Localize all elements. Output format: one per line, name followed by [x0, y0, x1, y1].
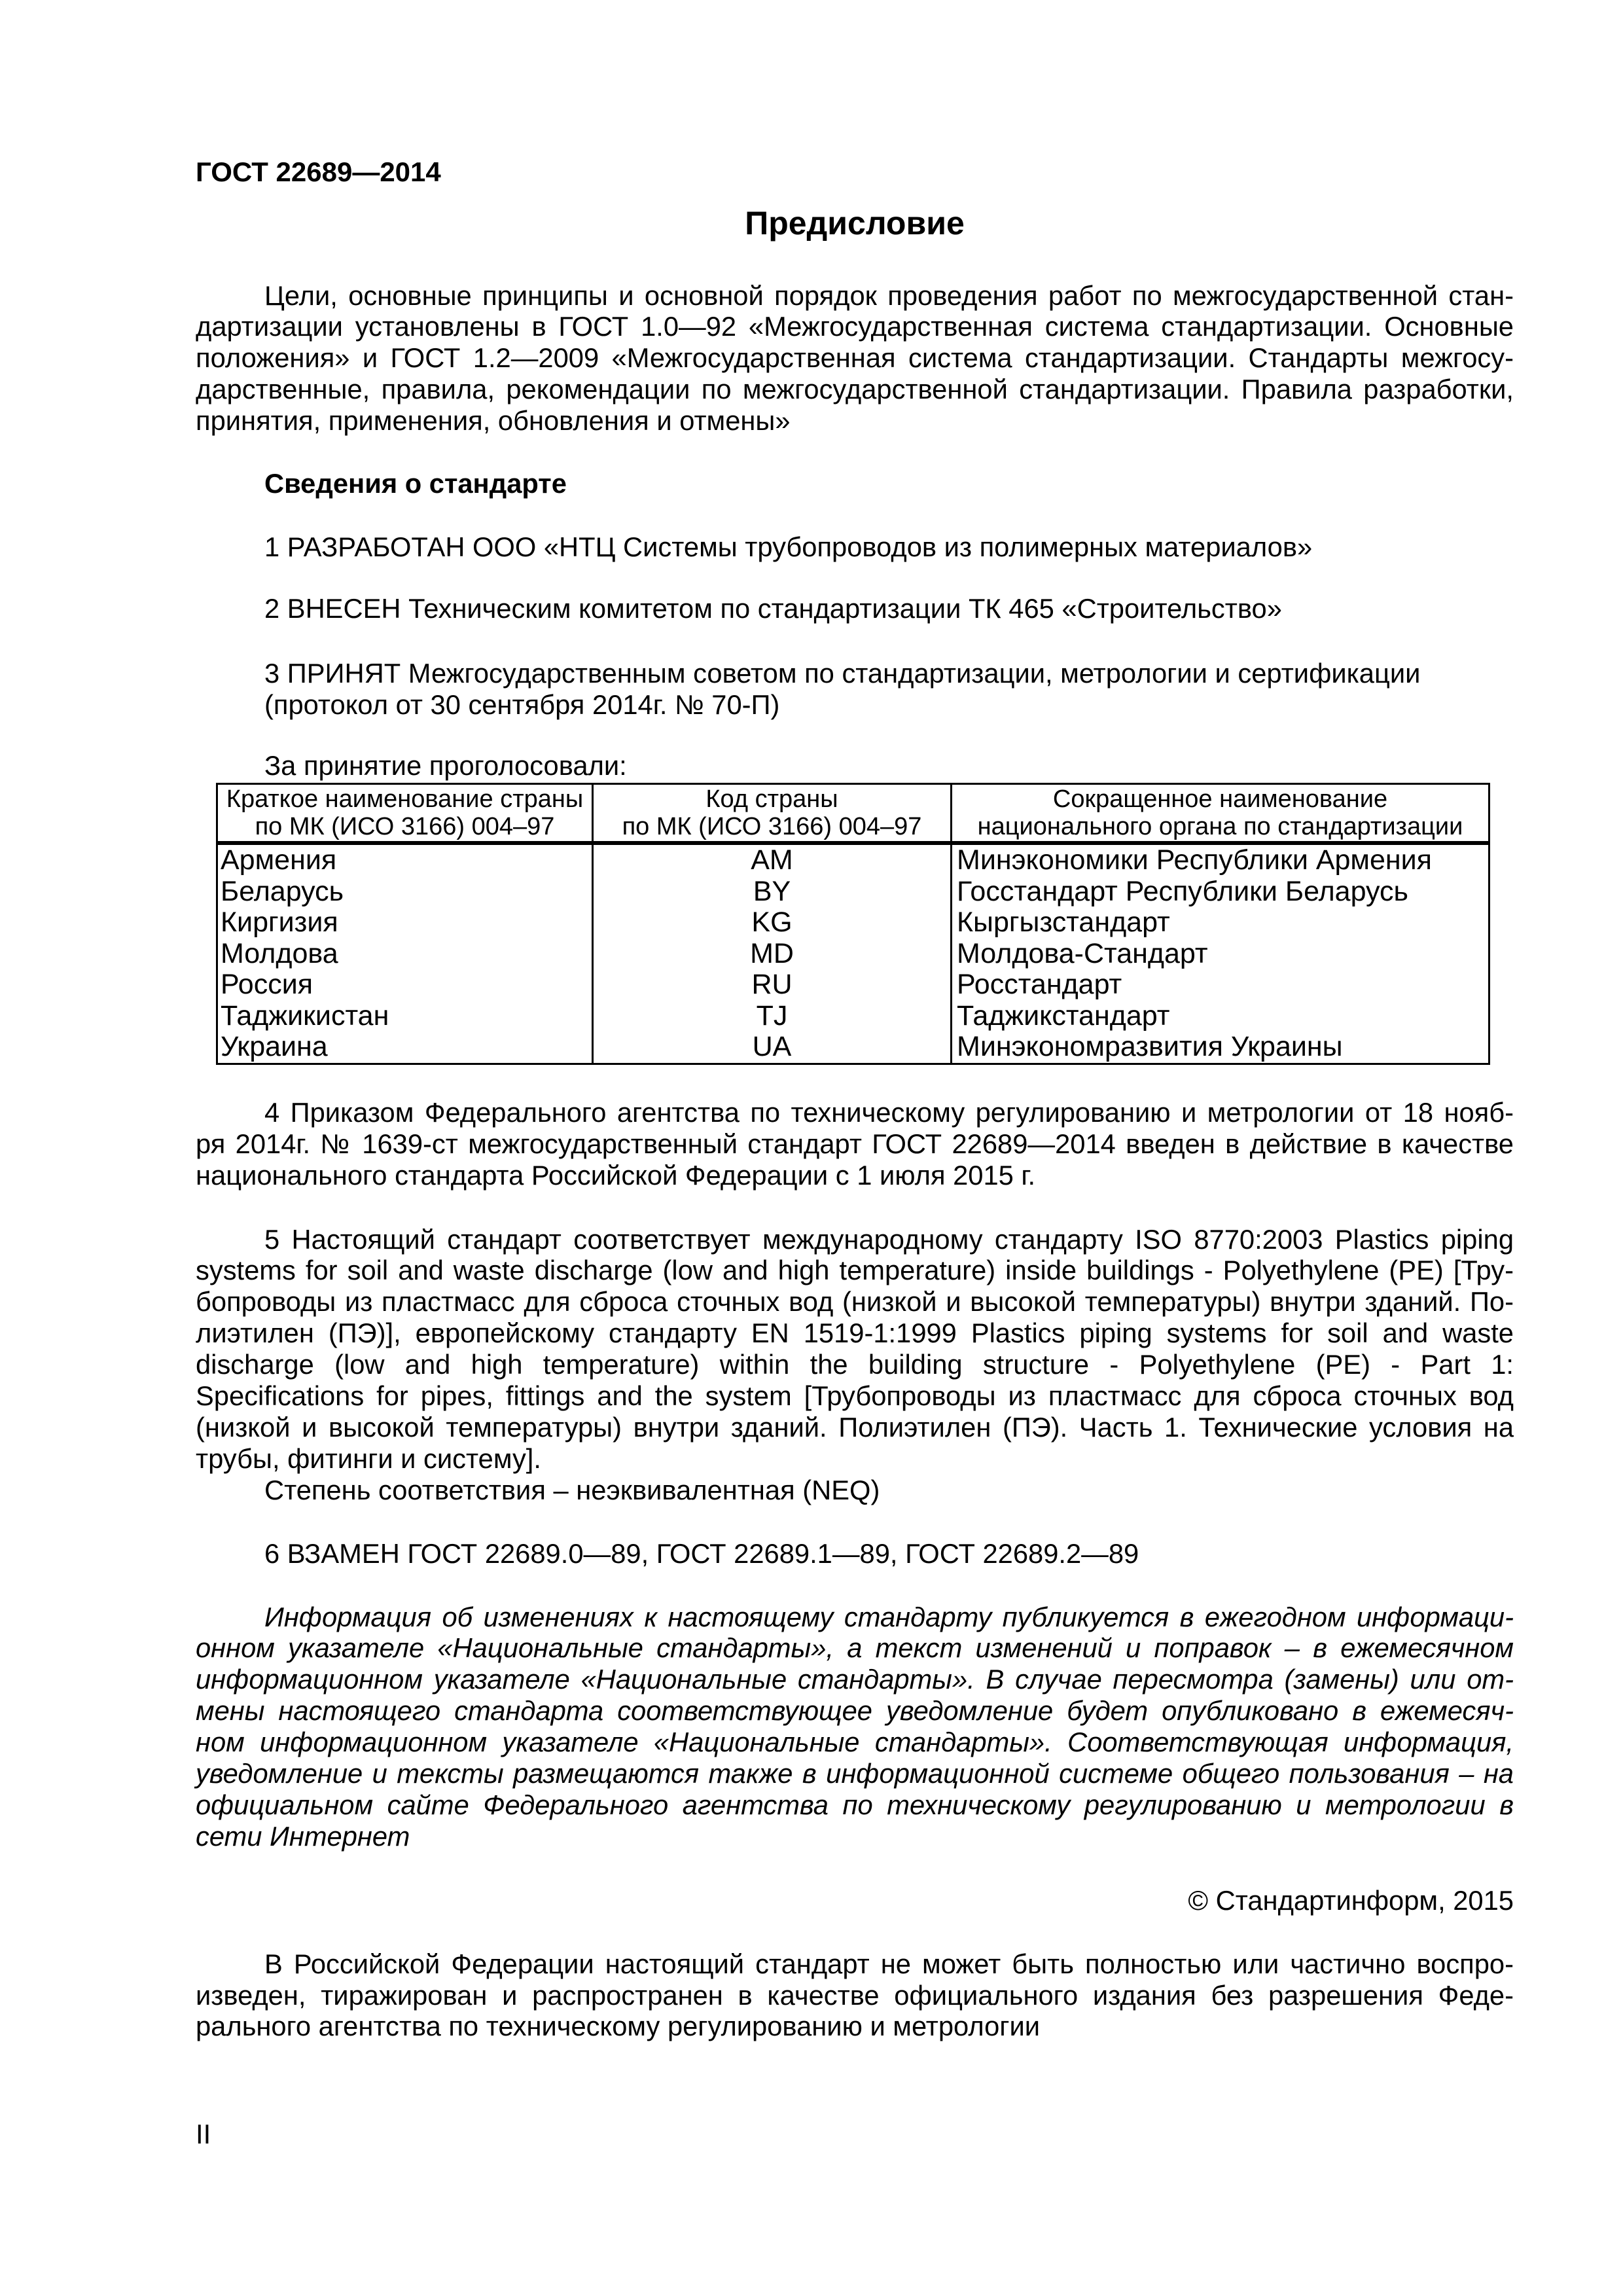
table-body [218, 845, 1488, 1063]
text-line: официальном сайте Федерального агентства по техническому регулированию и метрологии в [196, 1789, 1514, 1820]
item-enactment-order [196, 1097, 1514, 1191]
item-conformity [196, 1224, 1514, 1506]
text-line: 6 ВЗАМЕН ГОСТ 22689.0—89, ГОСТ 22689.1—89, ГОСТ 22689.2—89 [264, 1538, 1139, 1569]
item-developed [196, 531, 1514, 563]
authority-cell: Росстандарт [957, 969, 1122, 1000]
table-row [218, 876, 1488, 908]
authority-cell: Минэкономики Республики Армения [957, 845, 1432, 876]
column-header-line: по МК (ИСО 3166) 004–97 [255, 813, 555, 840]
text-line: Цели, основные принципы и основной порядок проведения работ по межгосударственной стан- [264, 279, 1514, 311]
table-row [218, 969, 1488, 1001]
text-line: онном указателе «Национальные стандарты», а текст изменений и поправок – в ежемесячном [196, 1632, 1514, 1664]
authority-cell: Молдова-Стандарт [957, 938, 1208, 969]
column-header-line: Краткое наименование страны [226, 785, 584, 813]
table-row [218, 845, 1488, 876]
page-title: Предисловие [745, 205, 965, 242]
text-line: 5 Настоящий стандарт соответствует международному стандарту ISO 8770:2003 Plastics piping [264, 1223, 1514, 1255]
column-header-line: национального органа по стандартизации [977, 813, 1463, 840]
country-code-cell: KG [594, 907, 952, 939]
text-line: лиэтилен (ПЭ)], европейскому стандарту EN 1519-1:1999 Plastics piping systems for soil and waste [196, 1318, 1514, 1349]
copyright-text: © Стандартинформ, 2015 [1188, 1885, 1514, 1916]
text-line: информационном указателе «Национальные стандарты». В случае пересмотра (замены) или от- [196, 1664, 1514, 1695]
text-line: принятия, применения, обновления и отмены» [196, 405, 791, 437]
country-cell: Россия [218, 969, 594, 1001]
text-line: (протокол от 30 сентября 2014г. № 70-П) [264, 689, 780, 720]
country-cell: Киргизия [218, 907, 594, 939]
country-cell: Украина [218, 1031, 594, 1063]
text-line: systems for soil and waste discharge (low and high temperature) inside buildings - Polyethylene (PE) [Тру- [196, 1255, 1514, 1286]
text-line: бопроводы из пластмасс для сброса сточных вод (низкой и высокой температуры) внутри зданий. По- [196, 1286, 1514, 1318]
voting-table [216, 783, 1490, 1065]
text-line: изведен, тиражирован и распространен в качестве официального издания без разрешения Феде- [196, 1979, 1514, 2011]
conformity-degree: Степень соответствия – неэквивалентная (NEQ) [264, 1474, 880, 1505]
country-code-cell: MD [594, 939, 952, 970]
country-cell: Беларусь [218, 876, 594, 908]
text-line: 2 ВНЕСЕН Техническим комитетом по стандартизации ТК 465 «Строительство» [264, 593, 1282, 624]
text-line: За принятие проголосовали: [264, 750, 627, 781]
item-adopted [196, 658, 1514, 721]
text-line: В Российской Федерации настоящий стандарт не может быть полностью или частично воспро- [264, 1948, 1514, 1979]
column-header-code [594, 785, 952, 841]
section-heading-text: Сведения о стандарте [264, 468, 567, 499]
table-row [218, 907, 1488, 939]
section-heading [196, 468, 1514, 499]
text-line: 3 ПРИНЯТ Межгосударственным советом по стандартизации, метрологии и сертификации [264, 658, 1421, 689]
text-line: уведомление и тексты размещаются также в информационной системе общего пользования – на [196, 1758, 1514, 1789]
text-line: трубы, фитинги и систему]. [196, 1443, 541, 1474]
text-line: ря 2014г. № 1639-ст межгосударственный стандарт ГОСТ 22689—2014 введен в действие в качестве [196, 1128, 1514, 1159]
rights-paragraph [196, 1948, 1514, 2043]
item-introduced [196, 593, 1514, 624]
text-line: мены настоящего стандарта соответствующее уведомление будет опубликовано в ежемесяч- [196, 1695, 1514, 1727]
table-header-row [218, 785, 1488, 845]
country-cell: Таджикистан [218, 1001, 594, 1032]
text-line: Информация об изменениях к настоящему стандарту публикуется в ежегодном информаци- [264, 1601, 1514, 1632]
authority-cell: Таджикстандарт [957, 1000, 1170, 1031]
country-code-cell: BY [594, 876, 952, 908]
text-line: (низкой и высокой температуры) внутри зданий. Полиэтилен (ПЭ). Часть 1. Технические условия на [196, 1411, 1514, 1443]
table-row [218, 1031, 1488, 1063]
copyright [196, 1885, 1514, 1916]
country-code-cell: TJ [594, 1001, 952, 1032]
text-line: сети Интернет [196, 1820, 410, 1852]
column-header-line: Сокращенное наименование [1052, 785, 1388, 813]
page-number: II [196, 2119, 211, 2149]
text-line: discharge (low and high temperature) within the building structure - Polyethylene (PE) - Part 1: [196, 1349, 1514, 1380]
country-cell: Армения [218, 845, 594, 876]
text-line: Specifications for pipes, fittings and the system [Трубопроводы из пластмасс для сброса сточных вод [196, 1380, 1514, 1411]
column-header-authority [952, 785, 1488, 841]
authority-cell: Госстандарт Республики Беларусь [957, 876, 1408, 907]
country-code-cell: AM [594, 845, 952, 876]
country-code-cell: RU [594, 969, 952, 1001]
column-header-line: Код страны [705, 785, 838, 813]
authority-cell: Кыргызстандарт [957, 907, 1170, 938]
column-header-country [218, 785, 594, 841]
text-line: рального агентства по техническому регулированию и метрологии [196, 2011, 1041, 2042]
table-row [218, 939, 1488, 970]
text-line: дартизации установлены в ГОСТ 1.0—92 «Межгосударственная система стандартизации. Основные [196, 311, 1514, 342]
item-replaced [196, 1538, 1514, 1570]
text-line: ном информационном указателе «Национальные стандарты». Соответствующая информация, [196, 1727, 1514, 1758]
text-line: 4 Приказом Федерального агентства по техническому регулированию и метрологии от 18 нояб- [264, 1097, 1514, 1128]
text-line: национального стандарта Российской Федерации с 1 июля 2015 г. [196, 1159, 1036, 1191]
column-header-line: по МК (ИСО 3166) 004–97 [622, 813, 922, 840]
vote-caption [196, 750, 1514, 781]
country-cell: Молдова [218, 939, 594, 970]
authority-cell: Минэкономразвития Украины [957, 1031, 1343, 1062]
table-row [218, 1001, 1488, 1032]
changes-notice [196, 1602, 1514, 1852]
text-line: положения» и ГОСТ 1.2—2009 «Межгосударственная система стандартизации. Стандарты межгосу- [196, 342, 1514, 374]
intro-paragraph [196, 280, 1514, 437]
text-line: 1 РАЗРАБОТАН ООО «НТЦ Системы трубопроводов из полимерных материалов» [264, 531, 1313, 562]
country-code-cell: UA [594, 1031, 952, 1063]
text-line: дарственные, правила, рекомендации по межгосударственной стандартизации. Правила разработки, [196, 374, 1514, 405]
document-code: ГОСТ 22689—2014 [196, 156, 441, 187]
